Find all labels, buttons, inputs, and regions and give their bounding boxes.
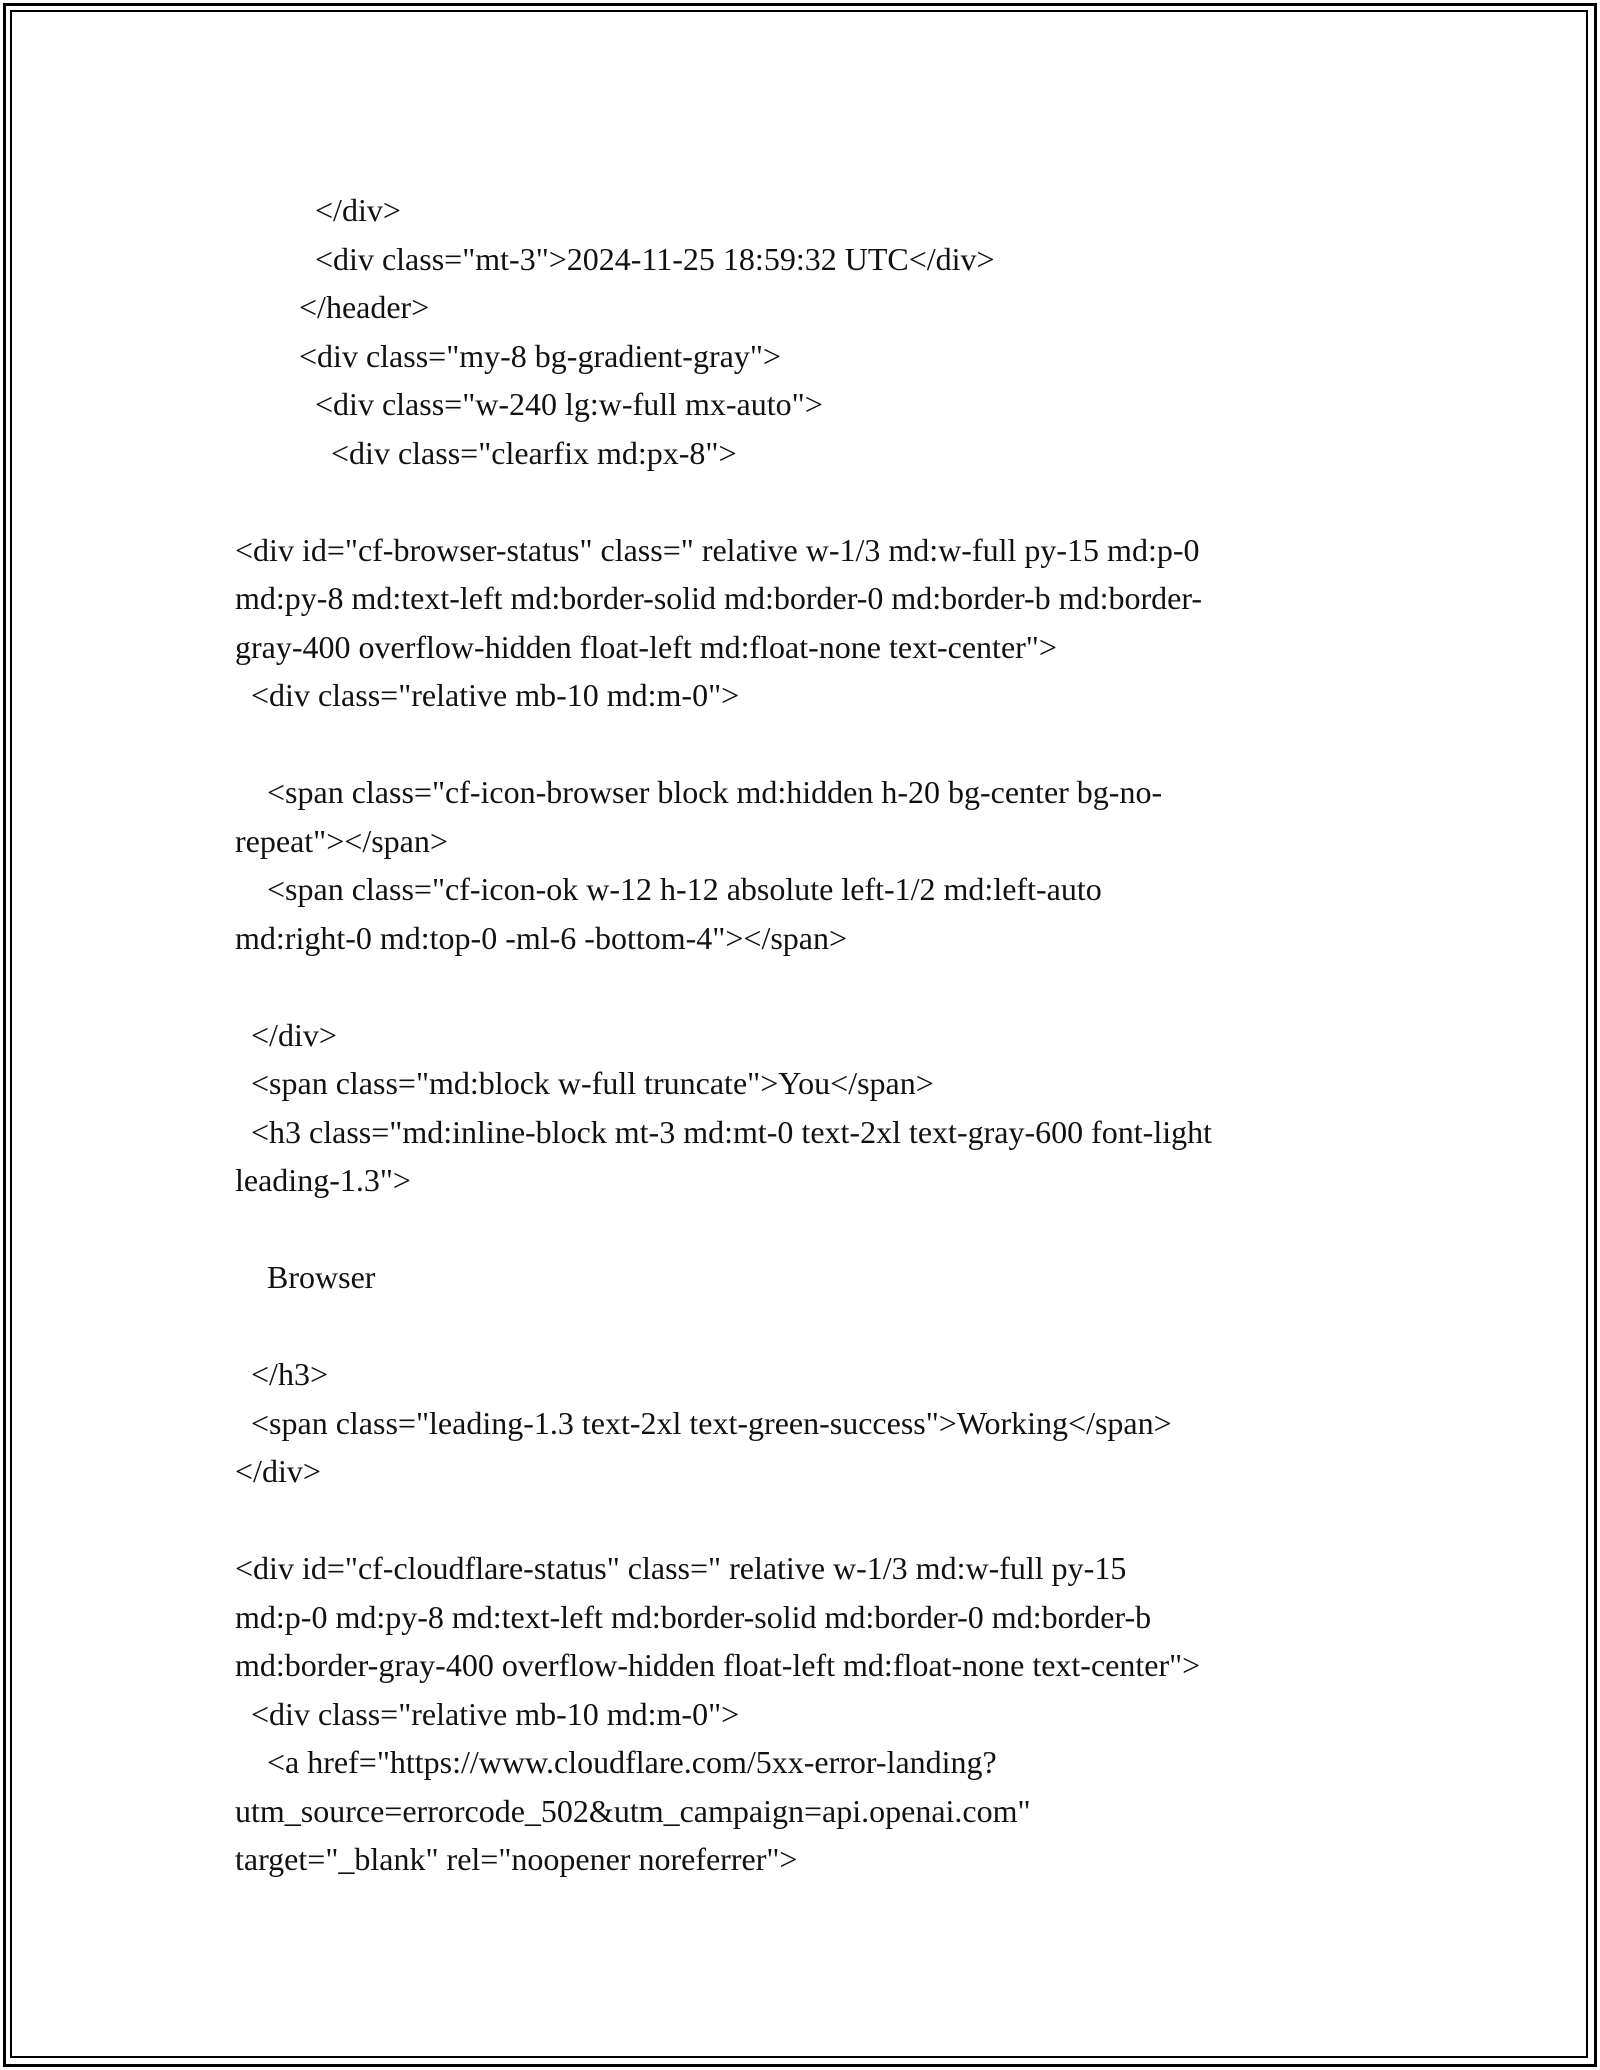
code-line: <span class="cf-icon-ok w-12 h-12 absolute left-1/2 md:left-auto bbox=[235, 871, 1102, 907]
code-line: <div class="mt-3">2024-11-25 18:59:32 UTC</div> bbox=[235, 240, 995, 277]
code-line: <div class="w-240 lg:w-full mx-auto"> bbox=[235, 386, 823, 422]
code-line: <span class="cf-icon-browser block md:hidden h-20 bg-center bg-no- bbox=[235, 774, 1163, 810]
code-line: md:p-0 md:py-8 md:text-left md:border-solid md:border-0 md:border-b bbox=[235, 1598, 1152, 1635]
code-line bbox=[235, 720, 1395, 769]
code-listing bbox=[235, 186, 1395, 1884]
code-line: <div id="cf-cloudflare-status" class=" relative w-1/3 md:w-full py-15 bbox=[235, 1550, 1127, 1586]
code-line bbox=[235, 1496, 1395, 1545]
code-line bbox=[235, 477, 1395, 526]
code-line: <div class="my-8 bg-gradient-gray"> bbox=[235, 337, 781, 374]
code-line bbox=[235, 1205, 1395, 1254]
code-line: <div class="clearfix md:px-8"> bbox=[235, 434, 737, 471]
code-line: md:right-0 md:top-0 -ml-6 -bottom-4"></span> bbox=[235, 919, 848, 956]
code-line: repeat"></span> bbox=[235, 822, 448, 859]
code-line: Browser bbox=[235, 1259, 376, 1295]
code-line bbox=[235, 1302, 1395, 1351]
code-line: </div> bbox=[235, 1453, 321, 1489]
code-line: <a href="https://www.cloudflare.com/5xx-error-landing? bbox=[235, 1744, 997, 1780]
code-line: gray-400 overflow-hidden float-left md:float-none text-center"> bbox=[235, 628, 1057, 665]
code-line: md:py-8 md:text-left md:border-solid md:border-0 md:border-b md:border- bbox=[235, 580, 1202, 616]
code-line: target="_blank" rel="noopener noreferrer"> bbox=[235, 1841, 798, 1877]
code-line: utm_source=errorcode_502&utm_campaign=api.openai.com" bbox=[235, 1792, 1031, 1829]
code-line: <div id="cf-browser-status" class=" relative w-1/3 md:w-full py-15 md:p-0 bbox=[235, 531, 1200, 568]
code-line: <span class="md:block w-full truncate">You</span> bbox=[235, 1065, 934, 1101]
code-line: <div class="relative mb-10 md:m-0"> bbox=[235, 677, 740, 713]
code-line bbox=[235, 962, 1395, 1011]
code-line: <span class="leading-1.3 text-2xl text-green-success">Working</span> bbox=[235, 1404, 1172, 1441]
code-line: <h3 class="md:inline-block mt-3 md:mt-0 text-2xl text-gray-600 font-light bbox=[235, 1113, 1212, 1150]
code-line: leading-1.3"> bbox=[235, 1162, 411, 1198]
code-line: </div> bbox=[235, 192, 401, 228]
code-line: <div class="relative mb-10 md:m-0"> bbox=[235, 1695, 740, 1732]
code-line: </h3> bbox=[235, 1356, 328, 1392]
code-line: md:border-gray-400 overflow-hidden float-left md:float-none text-center"> bbox=[235, 1647, 1201, 1683]
code-line: </div> bbox=[235, 1016, 337, 1053]
code-line: </header> bbox=[235, 289, 430, 325]
